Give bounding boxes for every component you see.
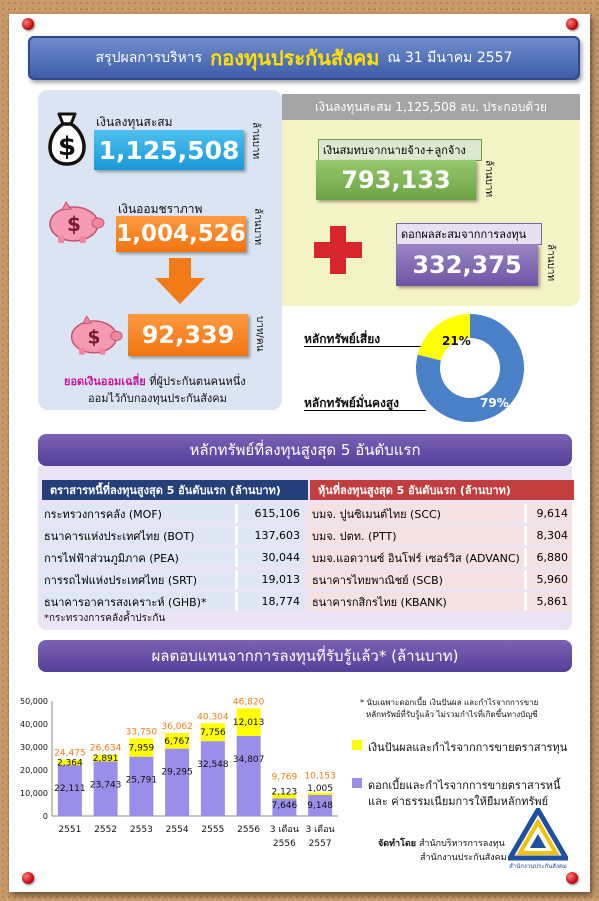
y-tick-label: 0 <box>42 812 48 821</box>
bar-total-label: 26,634 <box>89 743 122 754</box>
bar-total-label: 40,304 <box>197 712 229 723</box>
bar-total-label: 33,750 <box>125 727 158 738</box>
bonds-name: ธนาคารแห่งประเทศไทย (BOT) <box>40 526 235 545</box>
credit-line1 <box>378 836 505 850</box>
oldage-label: เงินออมชราภาพ <box>118 202 203 216</box>
y-tick-label: 20,000 <box>20 766 48 775</box>
x-tick-label: 2552 <box>94 825 118 835</box>
returns-label: ดอกผลสะสมจากการลงทุน <box>396 223 542 245</box>
contrib-label: เงินสมทบจากนายจ้าง+ลูกจ้าง <box>318 139 482 161</box>
title-suffix: ณ 31 มีนาคม 2557 <box>387 50 513 66</box>
avg-note-text: ที่ผู้ประกันตนคนหนึ่ง <box>149 375 246 388</box>
safe-pct-label: 79% <box>480 396 509 410</box>
table-row <box>308 570 572 589</box>
stocks-value: 8,304 <box>524 526 572 545</box>
x-tick-label: 2557 <box>308 839 332 849</box>
contrib-unit: ล้านบาท <box>483 160 494 198</box>
page-title <box>28 36 580 80</box>
contrib-value-box: 793,133 <box>316 160 476 200</box>
stocks-value: 5,861 <box>524 592 572 611</box>
returns-unit: ล้านบาท <box>545 244 556 282</box>
plus-icon <box>314 226 362 274</box>
bar-bottom-label: 9,148 <box>307 801 334 811</box>
bar-top-label: 7,959 <box>128 743 155 754</box>
bar-top-label: 2,891 <box>92 754 119 765</box>
piggy-bank-icon <box>44 200 106 244</box>
pin-icon <box>22 18 34 30</box>
bar-bottom-label: 34,807 <box>232 754 265 765</box>
bonds-value: 615,106 <box>235 504 304 523</box>
returns-chart <box>14 686 344 868</box>
per-person-value-box: 92,339 <box>128 314 248 356</box>
bonds-value: 30,044 <box>235 548 304 567</box>
table-row <box>40 592 304 611</box>
risky-leader-line <box>304 346 422 347</box>
bar-segment-bottom <box>129 757 153 816</box>
table-row <box>40 504 304 523</box>
bar-top-label: 1,005 <box>307 783 334 794</box>
y-tick-label: 10,000 <box>20 789 48 798</box>
x-tick-label: 2556 <box>272 839 296 849</box>
title-prefix: สรุปผลการบริหาร <box>95 50 203 66</box>
credit-org1: สำนักบริหารการลงทุน <box>418 839 505 849</box>
bar-top-label: 6,767 <box>164 736 191 747</box>
bar-segment-bottom <box>165 749 189 816</box>
pin-icon <box>566 18 578 30</box>
bar-bottom-label: 25,791 <box>125 775 158 786</box>
bar-segment-bottom <box>201 741 225 816</box>
table-row <box>40 526 304 545</box>
per-person-unit: บาท/คน <box>254 316 265 352</box>
x-tick-label: 3 เดือน <box>269 825 299 835</box>
risky-label: หลักทรัพย์เสี่ยง <box>304 332 381 346</box>
stocks-name: ธนาคารไทยพาณิชย์ (SCB) <box>308 570 524 589</box>
x-tick-label: 2555 <box>201 825 225 835</box>
bonds-value: 137,603 <box>235 526 304 545</box>
pin-icon <box>22 872 34 884</box>
legend-purple-line1: ดอกเบี้ยและกำไรจากการขายตราสารหนี้ <box>368 779 561 792</box>
y-tick-label: 40,000 <box>20 720 48 729</box>
legend-swatch-purple <box>352 778 362 788</box>
x-tick-label: 2554 <box>165 825 189 835</box>
returns-heading: ผลตอบแทนจากการลงทุนที่รับรู้แล้ว* (ล้านบาท) <box>38 640 572 672</box>
table-row <box>40 570 304 589</box>
accumulated-unit: ล้านบาท <box>250 122 261 160</box>
bonds-name: ธนาคารอาคารสงเคราะห์ (GHB)* <box>40 592 235 611</box>
returns-value-box: 332,375 <box>396 244 538 286</box>
bar-bottom-label: 23,743 <box>89 780 122 791</box>
risk-donut <box>412 310 528 426</box>
oldage-unit: ล้านบาท <box>252 208 263 246</box>
accumulated-label: เงินลงทุนสะสม <box>96 115 173 129</box>
legend-purple-line2: และ ค่าธรรมเนียมการให้ยืมหลักทรัพย์ <box>368 795 549 808</box>
stocks-name: ธนาคารกสิกรไทย (KBANK) <box>308 592 524 611</box>
bonds-value: 19,013 <box>235 570 304 589</box>
bar-top-label: 7,756 <box>199 728 226 739</box>
title-highlight: กองทุนประกันสังคม <box>210 46 380 70</box>
bar-bottom-label: 32,548 <box>197 760 229 771</box>
bar-bottom-label: 29,295 <box>161 767 193 778</box>
piggy-bank-icon <box>66 314 124 356</box>
stocks-table <box>308 501 572 614</box>
bar-total-label: 10,153 <box>304 771 336 782</box>
stocks-name: บมจ.แอดวานซ์ อินโฟร์ เซอร์วิส (ADVANC) <box>308 548 524 567</box>
credit-label: จัดทำโดย <box>378 839 417 849</box>
x-tick-label: 3 เดือน <box>305 825 335 835</box>
avg-note-line2: ออมไว้กับกองทุนประกันสังคม <box>88 392 227 405</box>
bonds-value: 18,774 <box>235 592 304 611</box>
credit-line2: สำนักงานประกันสังคม <box>420 853 507 863</box>
bar-total-label: 36,062 <box>161 722 193 733</box>
oldage-value-box: 1,004,526 <box>116 216 246 252</box>
bonds-name: การไฟฟ้าส่วนภูมิภาค (PEA) <box>40 548 235 567</box>
bar-bottom-label: 7,646 <box>271 801 298 811</box>
stocks-value: 6,880 <box>524 548 572 567</box>
avg-note-highlight: ยอดเงินออมเฉลี่ย <box>64 375 146 388</box>
bar-top-label: 2,364 <box>56 758 83 769</box>
logo-text: สำนักงานประกันสังคม <box>509 863 567 870</box>
legend-swatch-yellow <box>352 740 362 750</box>
stocks-value: 5,960 <box>524 570 572 589</box>
returns-note-line1: * นับเฉพาะดอกเบี้ย เงินปันผล และกำไรจากการขาย <box>360 698 539 707</box>
money-bag-icon <box>42 110 92 168</box>
avg-note-line1 <box>64 372 246 390</box>
safe-leader-line <box>304 410 426 411</box>
bar-total-label: 46,820 <box>232 697 265 708</box>
composition-heading: เงินลงทุนสะสม 1,125,508 ลบ. ประกอบด้วย <box>282 94 580 120</box>
pin-icon <box>566 872 578 884</box>
svg-text:$: $ <box>67 212 81 236</box>
safe-label: หลักทรัพย์มั่นคงสูง <box>304 396 400 410</box>
x-tick-label: 2553 <box>129 825 153 835</box>
bonds-note: *กระทรวงการคลังค้ำประกัน <box>44 613 166 624</box>
y-tick-label: 50,000 <box>20 697 48 706</box>
arrow-down-icon <box>155 258 205 304</box>
bar-top-label: 2,123 <box>271 787 298 798</box>
stocks-table-title: หุ้นที่ลงทุนสูงสุด 5 อันดับแรก (ล้านบาท) <box>310 480 574 500</box>
returns-note-line2: หลักทรัพย์ที่รับรู้แล้ว ไม่รวมกำไรที่เกิดขึ้นทางบัญชี <box>366 710 538 719</box>
table-row <box>308 504 572 523</box>
x-tick-label: 2556 <box>237 825 261 835</box>
stocks-name: บมจ. ปูนซิเมนต์ไทย (SCC) <box>308 504 524 523</box>
bonds-table <box>40 501 304 614</box>
legend-yellow-label: เงินปันผลและกำไรจากการขายตราสารทุน <box>368 741 568 754</box>
svg-text:$: $ <box>57 132 77 162</box>
top5-heading: หลักทรัพย์ที่ลงทุนสูงสุด 5 อันดับแรก <box>38 434 572 466</box>
bar-top-label: 12,013 <box>232 718 265 729</box>
x-tick-label: 2551 <box>58 825 82 835</box>
bonds-name: การรถไฟแห่งประเทศไทย (SRT) <box>40 570 235 589</box>
svg-text:$: $ <box>87 327 101 349</box>
stocks-value: 9,614 <box>524 504 572 523</box>
bonds-table-title: ตราสารหนี้ที่ลงทุนสูงสุด 5 อันดับแรก (ล้านบาท) <box>42 480 308 500</box>
stocks-name: บมจ. ปตท. (PTT) <box>308 526 524 545</box>
bonds-name: กระทรวงการคลัง (MOF) <box>40 504 235 523</box>
table-row <box>308 526 572 545</box>
bar-bottom-label: 22,111 <box>54 784 86 795</box>
table-row <box>308 592 572 611</box>
accumulated-value-box: 1,125,508 <box>94 130 244 170</box>
table-row <box>40 548 304 567</box>
bar-total-label: 9,769 <box>271 772 298 783</box>
table-row <box>308 548 572 567</box>
risky-pct-label: 21% <box>442 334 471 348</box>
bar-total-label: 24,475 <box>54 748 86 759</box>
bar-segment-bottom <box>237 736 261 816</box>
sso-logo-icon <box>508 808 568 870</box>
y-tick-label: 30,000 <box>20 743 48 752</box>
